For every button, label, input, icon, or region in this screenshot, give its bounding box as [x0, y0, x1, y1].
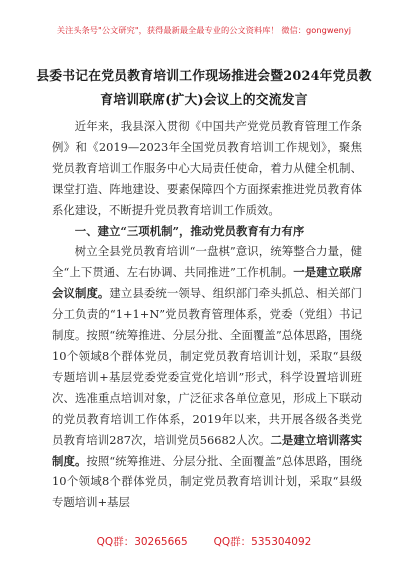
document-title: 县委书记在党员教育培训工作现场推进会暨2024年党员教育培训联席(扩大)会议上的交流发言 [36, 69, 372, 108]
point-2-text: 按照“统筹推进、分层分批、全面覆盖”总体思路，围绕10个领域8个群体党员，制定党员教育培训计划，采取“县级专题培训+基层 [52, 453, 362, 510]
footer [0, 534, 408, 549]
section-paragraph [52, 241, 362, 513]
header-banner-text: 关注头条号"公文研究"，获得最新最全最专业的公文资料库！ 微信：gongwenyj [56, 24, 352, 35]
document-body [52, 116, 362, 513]
section-heading: 一、建立“三项机制”，推动党员教育有力有序 [74, 223, 305, 238]
point-2-label: 二是建立培训落实制度。 [52, 432, 362, 468]
footer-qq-group-1: QQ群：30265665 [96, 536, 188, 548]
section-intro: 树立全县党员教育培训“一盘棋”意识，统筹整合力量，健全“上下贯通、左右协调、共同推进”工作机制。 [52, 244, 362, 280]
point-1-label: 一是建立联席会议制度。 [52, 265, 362, 301]
point-1-text: 建立县委统一领导、组织部门牵头抓总、相关部门分工负责的“1+1+N”党员教育管理体系，党委（党组）书记制度。按照“统筹推进、分层分批、全面覆盖”总体思路，围绕10个领域8个群体党员，制定党员教育培训计划，采取“县级专题培训+基层党委党委宣党化培训”形式，科学设置培训班次、选准重点培训对象，广泛征求各单位意见，形成上下联动的党员教育培训工作体系，2019年以来，共开展各级各类党员教育培训287次，培训党员56682人次。 [52, 286, 362, 447]
header-banner [0, 0, 408, 60]
intro-paragraph: 近年来，我县深入贯彻《中国共产党党员教育管理工作条例》和《2019—2023年全国党员教育培训工作规划》，聚焦党员教育培训工作服务中心大局责任使命，着力从健全机制、课堂打造、阵地建设、要素保障四个方面探索推进党员教育体系化建设，不断提升党员教育培训工作质效。 [52, 119, 362, 217]
footer-qq-group-2: QQ群：535304092 [213, 536, 312, 548]
